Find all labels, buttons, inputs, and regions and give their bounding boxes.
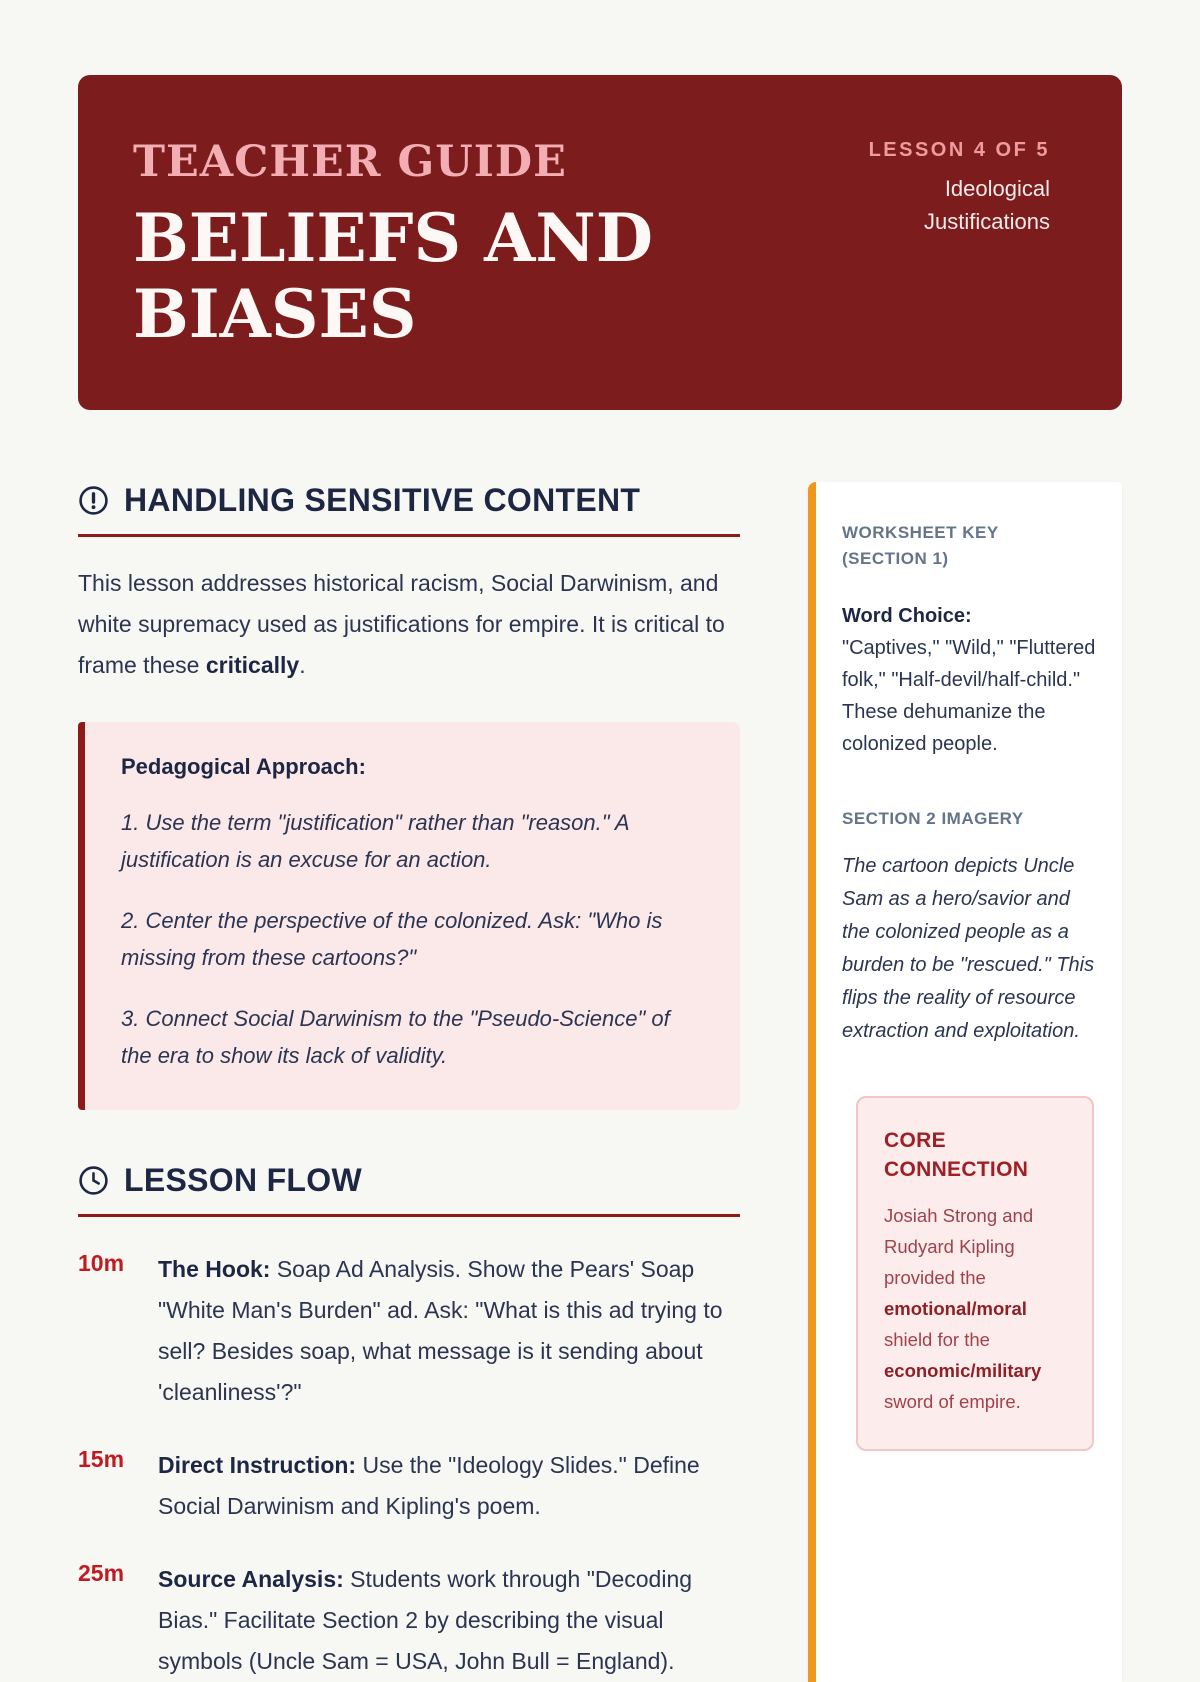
pedagogy-item: 1. Use the term "justification" rather than "reason." A justification is an excuse for an action.: [121, 810, 629, 872]
lesson-flow-list: [78, 1249, 740, 1682]
flow-item-text: [158, 1249, 740, 1413]
intro-text: This lesson addresses historical racism, Social Darwinism, and white supremacy used as justifications for empire. It is critical to frame these: [78, 570, 725, 678]
worksheet-key-label: WORKSHEET KEY (SECTION 1): [842, 523, 999, 568]
sensitive-intro-paragraph: [78, 563, 740, 686]
flow-item-body: Soap Ad Analysis. Show the Pears' Soap "White Man's Burden" ad. Ask: "What is this ad trying to sell? Besides soap, what message is it sending about 'cleanliness'?": [158, 1256, 723, 1405]
flow-time-badge: 10m: [78, 1250, 125, 1276]
section2-imagery-label: SECTION 2 IMAGERY: [842, 809, 1024, 828]
section2-imagery-text: The cartoon depicts Uncle Sam as a hero/savior and the colonized people as a burden to be "rescued." This flips the reality of resource extraction and exploitation.: [842, 855, 1095, 1042]
clock-icon: [78, 1165, 109, 1196]
flow-item-body: Students work through "Decoding Bias." Facilitate Section 2 by describing the visual symbols (Uncle Sam = USA, John Bull = England).: [158, 1566, 693, 1674]
main-column: [78, 482, 740, 1682]
sidebar-card: [808, 482, 1122, 1682]
pedagogy-item: 3. Connect Social Darwinism to the "Pseudo-Science" of the era to show its lack of validity.: [121, 1006, 670, 1068]
alert-circle-icon: [78, 485, 109, 516]
doc-title: BELIEFS AND BIASES: [133, 199, 653, 353]
flow-item-label: The Hook:: [158, 1256, 271, 1282]
section-heading-lesson-flow: [78, 1162, 740, 1217]
flow-time-badge: 15m: [78, 1446, 125, 1472]
lesson-meta: [869, 137, 1050, 410]
core-connection-text: [884, 1200, 1068, 1417]
core-text-segment: shield for the: [884, 1329, 990, 1350]
flow-item-text: [158, 1445, 740, 1527]
header-titles: [133, 137, 753, 410]
doc-kicker: TEACHER GUIDE: [133, 137, 567, 187]
flow-item-label: Direct Instruction:: [158, 1452, 357, 1478]
flow-item-label: Source Analysis:: [158, 1566, 344, 1592]
pedagogy-item: 2. Center the perspective of the colonized. Ask: "Who is missing from these cartoons?": [121, 908, 663, 970]
core-text-segment: Josiah Strong and Rudyard Kipling provided the: [884, 1205, 1034, 1288]
worksheet-key-term: Word Choice:: [842, 605, 972, 627]
lesson-badge: LESSON 4 OF 5: [868, 139, 1050, 161]
core-text-segment: sword of empire.: [884, 1391, 1021, 1412]
core-text-bold: economic/military: [884, 1360, 1042, 1381]
intro-period: .: [299, 652, 306, 678]
pedagogy-callout: [78, 722, 740, 1110]
worksheet-key-text: "Captives," "Wild," "Fluttered folk," "Half-devil/half-child." These dehumanize the colonized people.: [842, 637, 1096, 755]
content-columns: [78, 482, 1122, 1682]
pedagogy-title: Pedagogical Approach:: [121, 754, 366, 779]
intro-bold-word: critically: [205, 652, 300, 678]
flow-time-badge: 25m: [78, 1560, 125, 1586]
header-card: [78, 75, 1122, 410]
core-connection-title: CORE CONNECTION: [884, 1129, 1029, 1181]
flow-item-text: [158, 1559, 740, 1682]
flow-item-body: Use the "Ideology Slides." Define Social Darwinism and Kipling's poem.: [158, 1452, 700, 1519]
section-heading-label: HANDLING SENSITIVE CONTENT: [124, 482, 641, 518]
section-heading-label: LESSON FLOW: [124, 1162, 362, 1198]
core-text-bold: emotional/moral: [884, 1298, 1027, 1319]
core-connection-callout: [856, 1096, 1094, 1451]
section-heading-sensitive-content: [78, 482, 740, 537]
lesson-subtitle: Ideological Justifications: [924, 176, 1050, 234]
